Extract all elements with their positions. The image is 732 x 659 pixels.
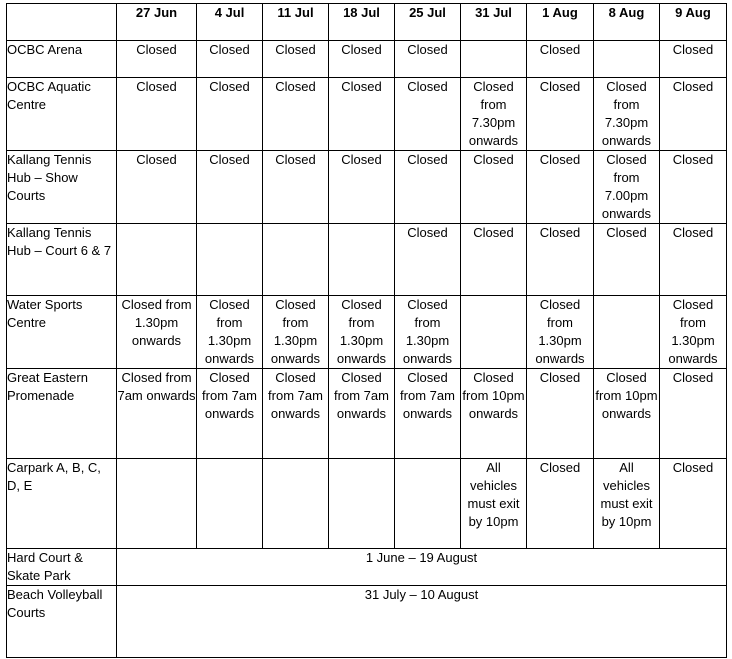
venue-name: Carpark A, B, C, D, E	[7, 459, 117, 549]
status-cell: Closed	[660, 224, 727, 296]
status-cell	[594, 41, 660, 78]
status-cell: Closed from 7am onwards	[329, 369, 395, 459]
status-cell: Closed	[263, 41, 329, 78]
status-cell: Closed	[527, 78, 594, 151]
venue-name: Water Sports Centre	[7, 296, 117, 369]
status-cell: Closed	[395, 78, 461, 151]
status-cell: Closed	[395, 41, 461, 78]
status-cell	[329, 224, 395, 296]
date-header: 25 Jul	[395, 4, 461, 41]
table-row	[7, 549, 727, 586]
table-row	[7, 151, 727, 224]
date-header: 4 Jul	[197, 4, 263, 41]
status-cell	[329, 459, 395, 549]
table-row	[7, 459, 727, 549]
status-cell: Closed	[660, 78, 727, 151]
venue-name: OCBC Arena	[7, 41, 117, 78]
date-header: 18 Jul	[329, 4, 395, 41]
status-cell: Closed	[660, 369, 727, 459]
status-cell: Closed from 7.30pm onwards	[461, 78, 527, 151]
status-cell	[117, 459, 197, 549]
status-cell: Closed	[527, 151, 594, 224]
status-cell: Closed	[594, 224, 660, 296]
closure-schedule-table	[6, 3, 727, 658]
status-cell: All vehicles must exit by 10pm	[461, 459, 527, 549]
status-cell: Closed from 1.30pm onwards	[660, 296, 727, 369]
status-cell: Closed from 1.30pm onwards	[263, 296, 329, 369]
corner-cell	[7, 4, 117, 41]
status-cell: Closed	[660, 41, 727, 78]
status-cell	[197, 224, 263, 296]
table-row	[7, 296, 727, 369]
table-row	[7, 586, 727, 658]
status-cell: Closed	[395, 224, 461, 296]
status-cell	[263, 459, 329, 549]
status-cell: Closed from 7.00pm onwards	[594, 151, 660, 224]
table-row	[7, 78, 727, 151]
status-cell: Closed	[329, 41, 395, 78]
status-cell: Closed from 7am onwards	[263, 369, 329, 459]
status-cell: Closed from 10pm onwards	[461, 369, 527, 459]
status-cell: Closed	[197, 78, 263, 151]
status-cell: Closed	[527, 224, 594, 296]
status-cell: Closed	[263, 151, 329, 224]
status-cell: Closed	[197, 151, 263, 224]
date-header: 31 Jul	[461, 4, 527, 41]
venue-name: Kallang Tennis Hub – Show Courts	[7, 151, 117, 224]
status-cell: Closed from 10pm onwards	[594, 369, 660, 459]
status-cell: Closed	[117, 78, 197, 151]
date-range-cell: 31 July – 10 August	[117, 586, 727, 658]
status-cell	[117, 224, 197, 296]
status-cell	[395, 459, 461, 549]
status-cell: Closed	[527, 369, 594, 459]
status-cell: Closed from 1.30pm onwards	[527, 296, 594, 369]
status-cell: Closed	[660, 459, 727, 549]
status-cell: Closed from 1.30pm onwards	[197, 296, 263, 369]
status-cell: Closed	[329, 78, 395, 151]
status-cell	[461, 296, 527, 369]
venue-name: OCBC Aquatic Centre	[7, 78, 117, 151]
venue-name: Great Eastern Promenade	[7, 369, 117, 459]
status-cell: Closed from 7am onwards	[395, 369, 461, 459]
status-cell: Closed from 1.30pm onwards	[329, 296, 395, 369]
status-cell: Closed from 7am onwards	[197, 369, 263, 459]
status-cell	[594, 296, 660, 369]
status-cell: Closed	[197, 41, 263, 78]
status-cell: Closed	[461, 151, 527, 224]
status-cell: Closed from 7am onwards	[117, 369, 197, 459]
date-range-cell: 1 June – 19 August	[117, 549, 727, 586]
header-row	[7, 4, 727, 41]
status-cell: Closed	[395, 151, 461, 224]
date-header: 8 Aug	[594, 4, 660, 41]
date-header: 1 Aug	[527, 4, 594, 41]
status-cell: Closed	[329, 151, 395, 224]
status-cell	[461, 41, 527, 78]
status-cell: Closed	[660, 151, 727, 224]
table-row	[7, 369, 727, 459]
status-cell: Closed	[527, 459, 594, 549]
venue-name: Kallang Tennis Hub – Court 6 & 7	[7, 224, 117, 296]
status-cell: Closed	[117, 41, 197, 78]
status-cell: Closed from 1.30pm onwards	[117, 296, 197, 369]
date-header: 11 Jul	[263, 4, 329, 41]
date-header: 27 Jun	[117, 4, 197, 41]
venue-name: Beach Volleyball Courts	[7, 586, 117, 658]
table-row	[7, 224, 727, 296]
venue-name: Hard Court & Skate Park	[7, 549, 117, 586]
status-cell: Closed	[117, 151, 197, 224]
status-cell: Closed from 7.30pm onwards	[594, 78, 660, 151]
status-cell	[197, 459, 263, 549]
table-row	[7, 41, 727, 78]
status-cell: All vehicles must exit by 10pm	[594, 459, 660, 549]
status-cell: Closed	[527, 41, 594, 78]
status-cell: Closed	[263, 78, 329, 151]
status-cell: Closed	[461, 224, 527, 296]
date-header: 9 Aug	[660, 4, 727, 41]
status-cell	[263, 224, 329, 296]
status-cell: Closed from 1.30pm onwards	[395, 296, 461, 369]
